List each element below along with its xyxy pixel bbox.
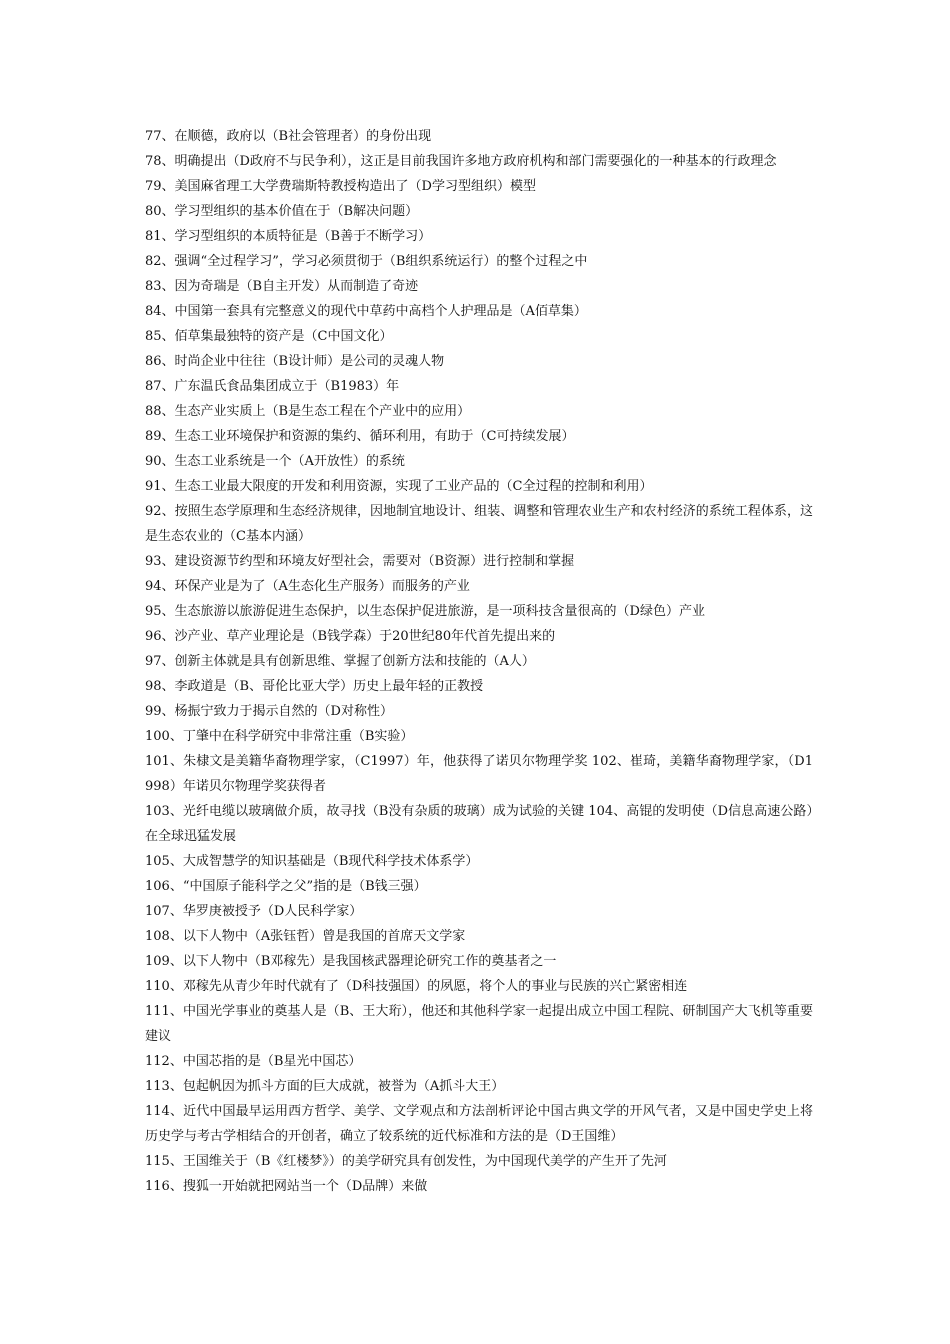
list-item: 101、朱棣文是美籍华裔物理学家，（C1997）年，他获得了诺贝尔物理学奖 102、崔琦，美籍华裔物理学家，（D1998）年诺贝尔物理学奖获得者 [145,754,813,794]
list-item: 77、在顺德，政府以（B社会管理者）的身份出现 [145,129,432,144]
question-list [145,124,813,1199]
list-item: 99、杨振宁致力于揭示自然的（D对称性） [145,704,393,719]
list-item: 80、学习型组织的基本价值在于（B解决问题） [145,204,419,219]
list-item: 82、强调“全过程学习”，学习必须贯彻于（B组织系统运行）的整个过程之中 [145,254,588,269]
list-item: 94、环保产业是为了（A生态化生产服务）而服务的产业 [145,579,470,594]
list-item: 78、明确提出（D政府不与民争利），这正是目前我国许多地方政府机构和部门需要强化的一种基本的行政理念 [145,154,777,169]
list-item: 108、以下人物中（A张钰哲）曾是我国的首席天文学家 [145,929,466,944]
list-item: 111、中国光学事业的奠基人是（B、王大珩），他还和其他科学家一起提出成立中国工程院、研制国产大飞机等重要建议 [145,1004,813,1044]
list-item: 83、因为奇瑞是（B自主开发）从而制造了奇迹 [145,279,419,294]
list-item: 115、王国维关于（B《红楼梦》）的美学研究具有创发性，为中国现代美学的产生开了先河 [145,1154,667,1169]
list-item: 98、李政道是（B、哥伦比亚大学）历史上最年轻的正教授 [145,679,484,694]
list-item: 109、以下人物中（B邓稼先）是我国核武器理论研究工作的奠基者之一 [145,954,557,969]
list-item: 79、美国麻省理工大学费瑞斯特教授构造出了（D学习型组织）模型 [145,179,536,194]
list-item: 81、学习型组织的本质特征是（B善于不断学习） [145,229,432,244]
list-item: 89、生态工业环境保护和资源的集约、循环利用，有助于（C可持续发展） [145,429,575,444]
list-item: 105、大成智慧学的知识基础是（B现代科学技术体系学） [145,854,479,869]
list-item: 95、生态旅游以旅游促进生态保护，以生态保护促进旅游，是一项科技含量很高的（D绿色）产业 [145,604,705,619]
list-item: 96、沙产业、草产业理论是（B钱学森）于20世纪80年代首先提出来的 [145,629,556,644]
list-item: 110、邓稼先从青少年时代就有了（D科技强国）的夙愿，将个人的事业与民族的兴亡紧密相连 [145,979,688,994]
list-item: 97、创新主体就是具有创新思维、掌握了创新方法和技能的（A人） [145,654,535,669]
list-item: 93、建设资源节约型和环境友好型社会，需要对（B资源）进行控制和掌握 [145,554,575,569]
list-item: 103、光纤电缆以玻璃做介质，故寻找（B没有杂质的玻璃）成为试验的关键 104、高锟的发明使（D信息高速公路）在全球迅猛发展 [145,804,813,844]
list-item: 113、包起帆因为抓斗方面的巨大成就，被誉为（A抓斗大王） [145,1079,505,1094]
list-item: 92、按照生态学原理和生态经济规律，因地制宜地设计、组装、调整和管理农业生产和农村经济的系统工程体系，这是生态农业的（C基本内涵） [145,504,813,544]
list-item: 116、搜狐一开始就把网站当一个（D品牌）来做 [145,1179,428,1194]
list-item: 88、生态产业实质上（B是生态工程在个产业中的应用） [145,404,471,419]
list-item: 106、“中国原子能科学之父”指的是（B钱三强） [145,879,427,894]
list-item: 86、时尚企业中往往（B设计师）是公司的灵魂人物 [145,354,445,369]
list-item: 112、中国芯指的是（B星光中国芯） [145,1054,362,1069]
list-item: 87、广东温氏食品集团成立于（B1983）年 [145,379,400,394]
list-item: 114、近代中国最早运用西方哲学、美学、文学观点和方法剖析评论中国古典文学的开风气者，又是中国史学史上将历史学与考古学相结合的开创者，确立了较系统的近代标准和方法的是（D王国维） [145,1104,813,1144]
list-item: 85、佰草集最独特的资产是（C中国文化） [145,329,393,344]
list-item: 107、华罗庚被授予（D人民科学家） [145,904,363,919]
list-item: 91、生态工业最大限度的开发和利用资源，实现了工业产品的（C全过程的控制和利用） [145,479,653,494]
list-item: 90、生态工业系统是一个（A开放性）的系统 [145,454,405,469]
list-item: 84、中国第一套具有完整意义的现代中草药中高档个人护理品是（A佰草集） [145,304,587,319]
list-item: 100、丁肇中在科学研究中非常注重（B实验） [145,729,414,744]
